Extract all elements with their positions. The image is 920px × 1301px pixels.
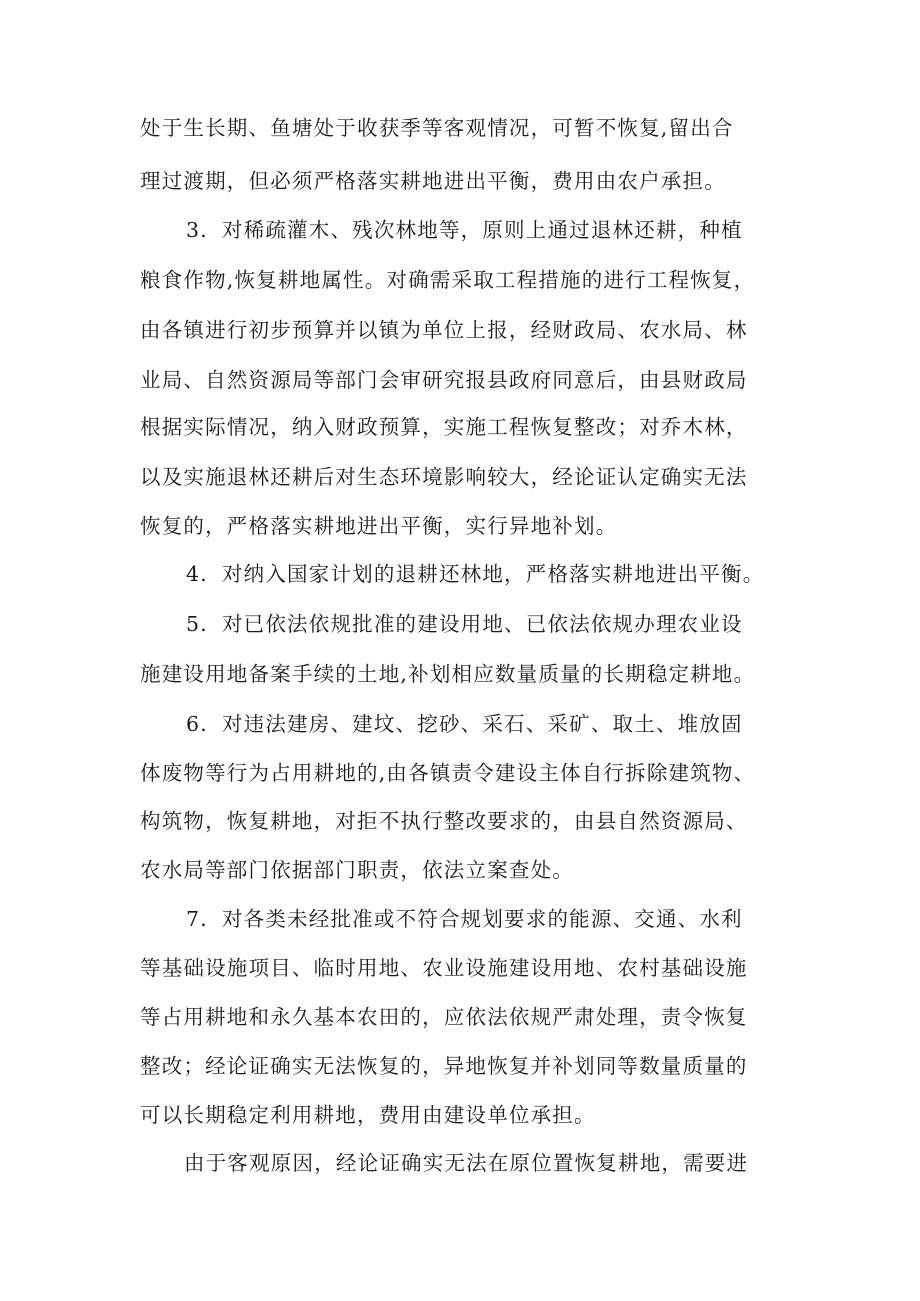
text-line: 农水局等部门依据部门职责，依法立案查处。 <box>140 858 574 882</box>
text-line: 业局、自然资源局等部门会审研究报县政府同意后，由县财政局 <box>140 368 748 392</box>
text-line: 构筑物，恢复耕地，对拒不执行整改要求的，由县自然资源局、 <box>140 809 748 833</box>
text-line: 根据实际情况，纳入财政预算，实施工程恢复整改；对乔木林， <box>140 415 748 439</box>
text-line: 整改；经论证确实无法恢复的，异地恢复并补划同等数量质量的 <box>140 1054 748 1078</box>
text-line: 3．对稀疏灌木、残次林地等，原则上通过退林还耕，种植 <box>186 218 743 242</box>
text-line: 粮食作物,恢复耕地属性。对确需采取工程措施的进行工程恢复， <box>140 268 756 292</box>
text-line: 由各镇进行初步预算并以镇为单位上报，经财政局、农水局、林 <box>140 318 748 342</box>
text-line: 理过渡期，但必须严格落实耕地进出平衡，费用由农户承担。 <box>140 169 726 193</box>
text-line: 由于客观原因，经论证确实无法在原位置恢复耕地，需要进 <box>184 1151 749 1175</box>
text-line: 4．对纳入国家计划的退耕还林地，严格落实耕地进出平衡。 <box>186 562 765 586</box>
text-line: 体废物等行为占用耕地的,由各镇责令建设主体自行拆除建筑物、 <box>140 761 756 785</box>
text-line: 可以长期稳定利用耕地，费用由建设单位承担。 <box>140 1103 596 1127</box>
text-line: 以及实施退林还耕后对生态环境影响较大，经论证认定确实无法 <box>140 465 748 489</box>
text-line: 等基础设施项目、临时用地、农业设施建设用地、农村基础设施 <box>140 956 748 980</box>
text-line: 恢复的，严格落实耕地进出平衡，实行异地补划。 <box>140 514 618 538</box>
text-line: 等占用耕地和永久基本农田的，应依法依规严肃处理，责令恢复 <box>140 1005 748 1029</box>
text-line: 6．对违法建房、建坟、挖砂、采石、采矿、取土、堆放固 <box>186 712 743 736</box>
text-line: 5．对已依法依规批准的建设用地、已依法依规办理农业设 <box>186 612 743 636</box>
text-line: 7．对各类未经批准或不符合规划要求的能源、交通、水利 <box>186 907 743 931</box>
text-line: 处于生长期、鱼塘处于收获季等客观情况，可暂不恢复,留出合 <box>140 116 734 140</box>
text-line: 施建设用地备案手续的土地,补划相应数量质量的长期稳定耕地。 <box>140 662 756 686</box>
